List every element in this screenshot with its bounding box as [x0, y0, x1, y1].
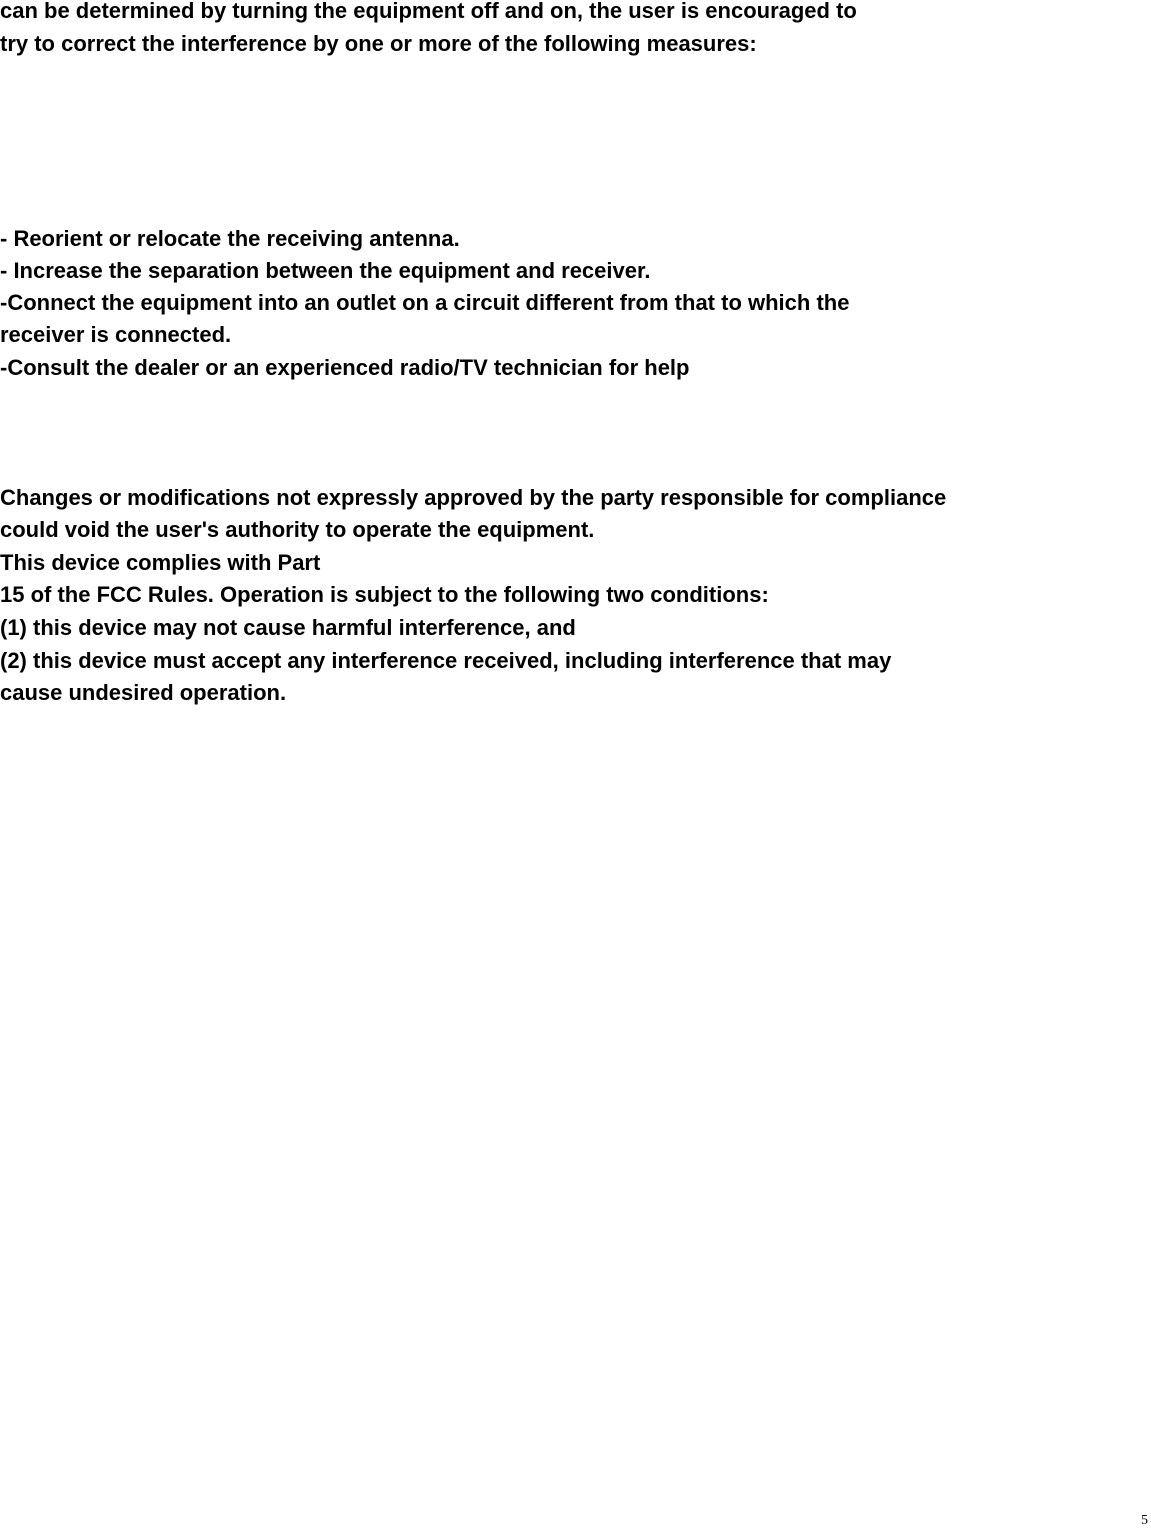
compliance-condition-2-continued: cause undesired operation. [0, 680, 287, 705]
measure-reorient-antenna: - Reorient or relocate the receiving antenna. [0, 226, 460, 251]
compliance-line-4: 15 of the FCC Rules. Operation is subject to the following two conditions: [0, 582, 769, 607]
measure-connect-outlet: -Connect the equipment into an outlet on a circuit different from that to which the [0, 290, 850, 315]
page-number: 5 [1141, 1513, 1148, 1528]
intro-line-2: try to correct the interference by one or more of the following measures: [0, 31, 757, 56]
compliance-line-3: This device complies with Part [0, 550, 321, 575]
compliance-condition-1: (1) this device may not cause harmful interference, and [0, 615, 576, 640]
intro-line-1: can be determined by turning the equipment off and on, the user is encouraged to [0, 0, 857, 23]
compliance-condition-2: (2) this device must accept any interference received, including interference that may [0, 648, 892, 673]
compliance-line-1: Changes or modifications not expressly approved by the party responsible for compliance [0, 485, 947, 510]
measure-increase-separation: - Increase the separation between the equipment and receiver. [0, 258, 651, 283]
measure-consult-dealer: -Consult the dealer or an experienced radio/TV technician for help [0, 355, 690, 380]
compliance-line-2: could void the user's authority to operate the equipment. [0, 517, 595, 542]
measure-connect-outlet-continued: receiver is connected. [0, 322, 232, 347]
